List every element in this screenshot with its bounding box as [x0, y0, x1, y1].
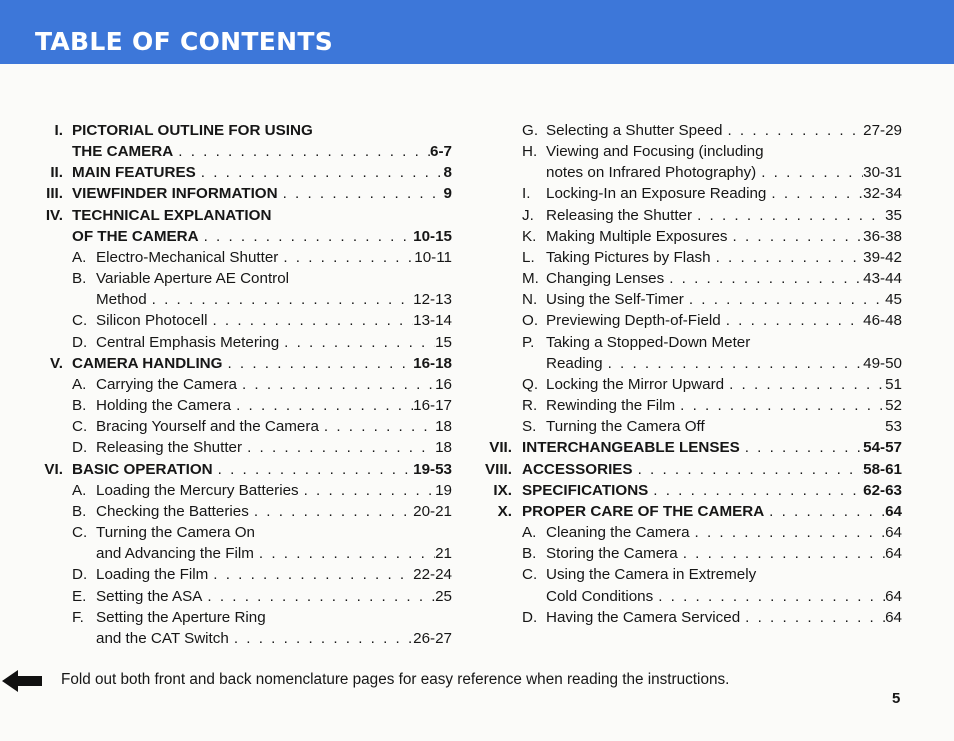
toc-entry [522, 501, 902, 522]
toc-entry [72, 268, 452, 289]
toc-entry [72, 607, 452, 628]
page-reference: 16-18 [413, 354, 452, 372]
page-reference: 18 [435, 418, 452, 436]
page-reference: 46-48 [863, 312, 902, 330]
entry-title: Taking Pictures by Flash [546, 248, 711, 266]
page-reference: 8 [443, 164, 452, 182]
entry-letter: L. [522, 248, 535, 266]
page-reference: 18 [435, 439, 452, 457]
dot-leader [207, 310, 413, 331]
entry-letter: B. [72, 502, 87, 520]
entry-title: Loading the Mercury Batteries [96, 481, 299, 499]
toc-entry [72, 120, 452, 141]
dot-leader [237, 374, 435, 395]
entry-letter: C. [72, 312, 88, 330]
dot-leader [231, 395, 413, 416]
toc-entry [522, 543, 902, 564]
entry-letter: A. [72, 375, 87, 393]
entry-title: Reading [546, 354, 603, 372]
dot-leader [721, 310, 863, 331]
footer-note-text: Fold out both front and back nomenclature pages for easy reference when reading the instructions. [61, 671, 730, 688]
entry-letter: B. [72, 397, 87, 415]
page-reference: 58-61 [863, 460, 902, 478]
toc-entry [72, 226, 452, 247]
roman-numeral: VIII. [484, 460, 512, 478]
roman-numeral: III. [46, 185, 63, 203]
page-reference: 52 [885, 397, 902, 415]
toc-entry [72, 205, 452, 226]
dot-leader [764, 501, 885, 522]
toc-entry [522, 437, 902, 458]
toc-entry [546, 162, 902, 183]
page-reference: 35 [885, 206, 902, 224]
toc-entry [522, 247, 902, 268]
roman-numeral: IV. [45, 206, 63, 224]
toc-entry [522, 459, 902, 480]
dot-leader [633, 459, 864, 480]
entry-title: PROPER CARE OF THE CAMERA [522, 502, 765, 520]
entry-letter: O. [522, 312, 539, 330]
entry-letter: P. [522, 333, 535, 351]
entry-letter: S. [522, 418, 537, 436]
dot-leader [684, 289, 885, 310]
footer-note [0, 668, 954, 692]
entry-letter: B. [72, 270, 87, 288]
toc-entry [72, 183, 452, 204]
entry-letter: G. [522, 122, 539, 139]
entry-title: Setting the ASA [96, 587, 203, 605]
entry-title: Selecting a Shutter Speed [546, 122, 723, 139]
header-banner [0, 0, 954, 64]
toc-entry [522, 564, 902, 585]
page-reference: 36-38 [863, 227, 902, 245]
entry-title: Checking the Batteries [96, 502, 249, 520]
page-reference: 13-14 [413, 312, 452, 330]
dot-leader [690, 522, 886, 543]
roman-numeral: I. [54, 122, 63, 139]
entry-letter: D. [72, 566, 88, 584]
entry-title: Cold Conditions [546, 587, 654, 605]
entry-letter: C. [72, 418, 88, 436]
dot-leader [147, 289, 413, 310]
dot-leader [756, 162, 863, 183]
page-reference: 43-44 [863, 270, 902, 288]
dot-leader [319, 416, 435, 437]
entry-title: Releasing the Shutter [96, 439, 243, 457]
entry-title: BASIC OPERATION [72, 460, 213, 478]
page-reference: 22-24 [413, 566, 452, 584]
entry-letter: D. [522, 608, 538, 626]
dot-leader [222, 353, 413, 374]
roman-numeral: IX. [493, 481, 512, 499]
page-reference: 64 [885, 524, 902, 542]
dot-leader [196, 162, 444, 183]
dot-leader [208, 564, 413, 585]
roman-numeral: VII. [489, 439, 512, 457]
entry-title: Holding the Camera [96, 397, 232, 415]
entry-letter: A. [72, 481, 87, 499]
toc-entry [96, 628, 452, 649]
toc-entry [72, 310, 452, 331]
toc-entry [522, 522, 902, 543]
dot-leader [675, 395, 885, 416]
entry-title: Using the Camera in Extremely [546, 566, 757, 584]
roman-numeral: V. [50, 354, 63, 372]
page-reference: 27-29 [863, 122, 902, 139]
toc-entry [72, 564, 452, 585]
entry-title: Carrying the Camera [96, 375, 237, 393]
toc-entry [522, 374, 902, 395]
entry-title: notes on Infrared Photography) [546, 164, 757, 182]
entry-letter: I. [522, 185, 531, 203]
entry-letter: D. [72, 439, 88, 457]
dot-leader [229, 628, 413, 649]
page-reference: 49-50 [863, 354, 902, 372]
toc-entry [522, 480, 902, 501]
entry-title: Viewing and Focusing (including [546, 143, 764, 161]
dot-leader [278, 183, 444, 204]
entry-title: Locking-In an Exposure Reading [546, 185, 767, 203]
dot-leader [202, 586, 435, 607]
dot-leader [199, 226, 414, 247]
entry-title: Turning the Camera On [96, 524, 255, 542]
page-reference: 64 [885, 502, 902, 520]
toc-entry [522, 120, 902, 141]
entry-title: VIEWFINDER INFORMATION [72, 185, 278, 203]
page-reference: 9 [443, 185, 452, 203]
toc-entry [522, 416, 902, 437]
entry-letter: C. [72, 524, 88, 542]
entry-title: ACCESSORIES [522, 460, 633, 478]
page-reference: 16 [435, 375, 452, 393]
entry-title: Method [96, 291, 147, 309]
page-reference: 19-53 [413, 460, 452, 478]
entry-title: Setting the Aperture Ring [96, 608, 266, 626]
dot-leader [648, 480, 863, 501]
page-reference: 64 [885, 545, 902, 563]
entry-title: CAMERA HANDLING [72, 354, 223, 372]
entry-title: TECHNICAL EXPLANATION [72, 206, 272, 224]
entry-title: and the CAT Switch [96, 629, 229, 647]
dot-leader [664, 268, 863, 289]
toc-entry [546, 353, 902, 374]
page-reference: 12-13 [413, 291, 452, 309]
dot-leader [279, 332, 435, 353]
entry-letter: J. [522, 206, 534, 224]
entry-title: PICTORIAL OUTLINE FOR USING [72, 122, 313, 139]
dot-leader [254, 543, 435, 564]
page-reference: 25 [435, 587, 452, 605]
dot-leader [278, 247, 414, 268]
entry-title: Variable Aperture AE Control [96, 270, 290, 288]
toc-entry [72, 522, 452, 543]
toc-entry [72, 395, 452, 416]
page-reference: 26-27 [413, 629, 452, 647]
toc-entry [96, 543, 452, 564]
page-reference: 64 [885, 608, 902, 626]
page-reference: 19 [435, 481, 452, 499]
page-reference: 64 [885, 587, 902, 605]
dot-leader [653, 586, 885, 607]
entry-title: THE CAMERA [72, 143, 174, 161]
toc-entry [72, 162, 452, 183]
page-title: TABLE OF CONTENTS [35, 27, 333, 56]
page-reference: 15 [435, 333, 452, 351]
toc-entry [522, 141, 902, 162]
toc-entry [522, 268, 902, 289]
page-number: 5 [892, 690, 901, 707]
entry-title: Turning the Camera Off [546, 418, 705, 436]
entry-letter: R. [522, 397, 538, 415]
page-reference: 21 [435, 545, 452, 563]
toc-entry [72, 416, 452, 437]
entry-title: and Advancing the Film [96, 545, 254, 563]
entry-title: Electro-Mechanical Shutter [96, 248, 279, 266]
page-reference: 62-63 [863, 481, 902, 499]
entry-title: Making Multiple Exposures [546, 227, 728, 245]
entry-title: Having the Camera Serviced [546, 608, 741, 626]
entry-letter: B. [522, 545, 537, 563]
roman-numeral: X. [497, 502, 512, 520]
entry-letter: Q. [522, 375, 539, 393]
dot-leader [740, 607, 885, 628]
dot-leader [724, 374, 885, 395]
entry-letter: M. [522, 270, 539, 288]
page-reference: 20-21 [413, 502, 452, 520]
entry-title: Releasing the Shutter [546, 206, 693, 224]
dot-leader [678, 543, 885, 564]
entry-title: Bracing Yourself and the Camera [96, 418, 319, 436]
page-reference: 30-31 [863, 164, 902, 182]
toc-entry [522, 205, 902, 226]
dot-leader [740, 437, 863, 458]
dot-leader [766, 183, 863, 204]
roman-numeral: VI. [44, 460, 63, 478]
page-reference: 32-34 [863, 185, 902, 203]
toc-entry [546, 586, 902, 607]
entry-title: Rewinding the Film [546, 397, 676, 415]
toc-entry [72, 586, 452, 607]
entry-letter: N. [522, 291, 538, 309]
dot-leader [722, 120, 863, 141]
entry-title: Locking the Mirror Upward [546, 375, 725, 393]
entry-title: Storing the Camera [546, 545, 678, 563]
dot-leader [728, 226, 864, 247]
page-reference: 16-17 [413, 397, 452, 415]
toc-entry [72, 332, 452, 353]
toc-entry [72, 353, 452, 374]
entry-letter: D. [72, 333, 88, 351]
entry-title: Previewing Depth-of-Field [546, 312, 721, 330]
entry-title: OF THE CAMERA [72, 227, 199, 245]
entry-title: Taking a Stopped-Down Meter [546, 333, 751, 351]
page-reference: 6-7 [430, 143, 452, 161]
entry-title: Loading the Film [96, 566, 209, 584]
entry-title: Using the Self-Timer [546, 291, 684, 309]
arrow-left-icon [2, 670, 44, 692]
toc-entry [522, 310, 902, 331]
toc-entry [72, 141, 452, 162]
toc-entry [72, 247, 452, 268]
entry-letter: E. [72, 587, 87, 605]
toc-entry [522, 226, 902, 247]
toc-entry [522, 607, 902, 628]
dot-leader [692, 205, 885, 226]
page-reference: 10-11 [414, 248, 452, 266]
entry-title: Cleaning the Camera [546, 524, 690, 542]
entry-title: SPECIFICATIONS [522, 481, 649, 499]
entry-letter: A. [522, 524, 537, 542]
entry-title: Changing Lenses [546, 270, 665, 288]
entry-title: INTERCHANGEABLE LENSES [522, 439, 740, 457]
entry-letter: F. [72, 608, 84, 626]
page-reference: 39-42 [863, 248, 902, 266]
toc-entry [522, 332, 902, 353]
entry-letter: A. [72, 248, 87, 266]
toc-entry [72, 374, 452, 395]
page-reference: 51 [885, 375, 902, 393]
entry-letter: K. [522, 227, 537, 245]
toc-entry [522, 183, 902, 204]
entry-title: Silicon Photocell [96, 312, 208, 330]
entry-title: Central Emphasis Metering [96, 333, 280, 351]
toc-entry [522, 289, 902, 310]
dot-leader [711, 247, 864, 268]
dot-leader [603, 353, 864, 374]
toc-entry [96, 289, 452, 310]
entry-letter: H. [522, 143, 538, 161]
entry-title: MAIN FEATURES [72, 164, 196, 182]
page-reference: 10-15 [413, 227, 452, 245]
entry-letter: C. [522, 566, 538, 584]
roman-numeral: II. [50, 164, 63, 182]
toc-entry [522, 395, 902, 416]
page-reference: 45 [885, 291, 902, 309]
page-reference: 53 [885, 418, 902, 436]
page-reference: 54-57 [863, 439, 902, 457]
dot-leader [173, 141, 430, 162]
